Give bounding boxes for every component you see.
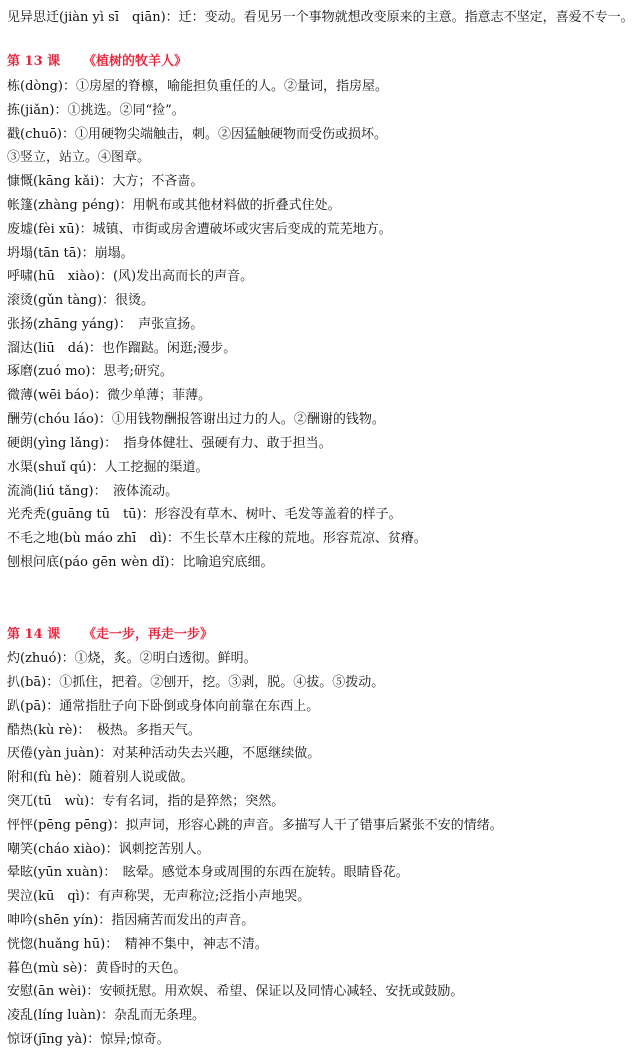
vocab-entry: 戳(chuō)：①用硬物尖端触击，刺。②因猛触硬物而受伤或损坏。 xyxy=(7,127,387,142)
vocab-entry: 嘲笑(cháo xiào)：讽刺挖苦别人。 xyxy=(7,842,210,857)
vocab-entry: 恍惚(huǎng hū)： 精神不集中，神志不清。 xyxy=(7,937,268,952)
vocab-entry: 哭泣(kū qì)：有声称哭，无声称泣;泛指小声地哭。 xyxy=(7,889,311,904)
vocab-entry: 突兀(tū wù)：专有名词，指的是猝然；突然。 xyxy=(7,794,285,809)
vocab-entry: 琢磨(zuó mo)：思考;研究。 xyxy=(7,364,173,379)
vocab-entry: 溜达(liū dá)：也作蹓跶。闲逛;漫步。 xyxy=(7,341,237,356)
vocab-entry: 栋(dòng)：①房屋的脊檩，喻能担负重任的人。②量词，指房屋。 xyxy=(7,79,388,94)
vocab-entry: 呻吟(shēn yín)：指因痛苦而发出的声音。 xyxy=(7,913,255,928)
vocab-entry: 怦怦(pēng pēng)：拟声词，形容心跳的声音。多描写人干了错事后紧张不安的情绪。 xyxy=(7,818,503,833)
vocab-entry: 惊讶(jīng yà)：惊异;惊奇。 xyxy=(7,1032,170,1047)
vocab-entry: 附和(fù hè)：随着别人说或做。 xyxy=(7,770,194,785)
vocab-entry-top: 见异思迁(jiàn yì sī qiān)：迁：变动。看见另一个事物就想改变原来的主意。指意志不坚定，喜爱不专一。 xyxy=(7,10,634,25)
vocab-entry: 暮色(mù sè)：黄昏时的天色。 xyxy=(7,961,187,976)
vocab-entry: 呼啸(hū xiào)：(风)发出高而长的声音。 xyxy=(7,269,254,284)
lesson-14-title: 《走一步，再走一步》 xyxy=(83,627,214,642)
vocab-entry: 灼(zhuó)：①烧，炙。②明白透彻。鲜明。 xyxy=(7,651,257,666)
lesson-13-number: 第 13 课 xyxy=(7,54,61,69)
vocab-entry: 趴(pā)：通常指肚子向下卧倒或身体向前靠在东西上。 xyxy=(7,699,320,714)
vocab-entry: 厌倦(yàn juàn)：对某种活动失去兴趣，不愿继续做。 xyxy=(7,746,321,761)
lesson-14-heading xyxy=(7,624,636,646)
vocab-entry: 酬劳(chóu láo)：①用钱物酬报答谢出过力的人。②酬谢的钱物。 xyxy=(7,412,385,427)
vocab-entry: 坍塌(tān tā)：崩塌。 xyxy=(7,246,134,261)
vocab-entry: 水渠(shuǐ qú)：人工挖掘的渠道。 xyxy=(7,460,209,475)
lesson-14-number: 第 14 课 xyxy=(7,627,61,642)
vocab-entry: 张扬(zhāng yáng)： 声张宣扬。 xyxy=(7,317,204,332)
vocab-entry: 微薄(wēi báo)：微少单薄；菲薄。 xyxy=(7,388,212,403)
vocab-entry: 扒(bā)：①抓住，把着。②刨开，挖。③剥，脱。④拔。⑤拨动。 xyxy=(7,675,385,690)
vocab-entry: 光秃秃(guāng tū tū)：形容没有草木、树叶、毛发等盖着的样子。 xyxy=(7,507,402,522)
vocab-entry: 安慰(ān wèi)：安顿抚慰。用欢娱、希望、保证以及同情心减轻、安抚或鼓励。 xyxy=(7,984,464,999)
vocab-entry: 刨根问底(páo gēn wèn dǐ)：比喻追究底细。 xyxy=(7,555,274,570)
vocab-entry: 拣(jiǎn)：①挑选。②同“捡”。 xyxy=(7,103,185,118)
lesson-13-title: 《植树的牧羊人》 xyxy=(83,54,188,69)
vocab-entry: 流淌(liú tǎng)： 液体流动。 xyxy=(7,484,179,499)
vocab-entry: 滚烫(gǔn tàng)：很烫。 xyxy=(7,293,155,308)
vocab-entry: 慷慨(kāng kǎi)：大方；不吝啬。 xyxy=(7,174,204,189)
vocab-entry: 废墟(fèi xū)：城镇、市街或房舍遭破坏或灾害后变成的荒芜地方。 xyxy=(7,222,392,237)
vocab-entry: 不毛之地(bù máo zhī dì)：不生长草木庄稼的荒地。形容荒凉、贫瘠。 xyxy=(7,531,427,546)
lesson-13-heading xyxy=(7,51,636,73)
vocab-entry: 凌乱(líng luàn)：杂乱而无条理。 xyxy=(7,1008,205,1023)
vocab-entry: ③竖立，站立。④图章。 xyxy=(7,150,151,165)
vocab-entry: 硬朗(yìng lǎng)： 指身体健壮、强硬有力、敢于担当。 xyxy=(7,436,332,451)
vocab-entry: 帐篷(zhàng péng)：用帆布或其他材料做的折叠式住处。 xyxy=(7,198,341,213)
vocab-entry: 酷热(kù rè)： 极热。多指天气。 xyxy=(7,723,201,738)
vocab-entry: 晕眩(yūn xuàn)： 眩晕。感觉本身或周围的东西在旋转。眼睛昏花。 xyxy=(7,865,409,880)
